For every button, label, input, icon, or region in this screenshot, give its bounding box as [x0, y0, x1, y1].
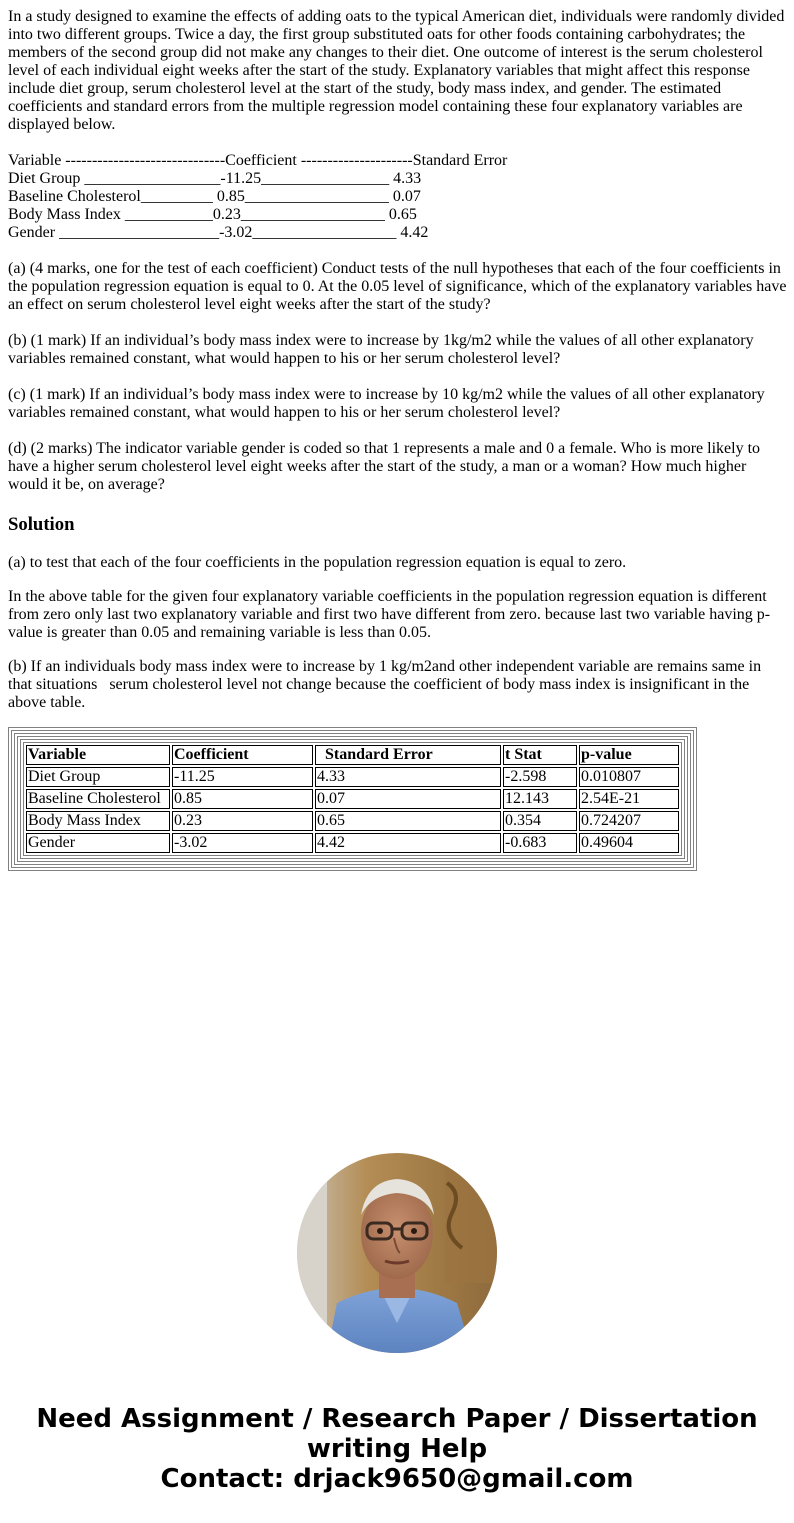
cell-variable: Gender: [26, 833, 170, 853]
text-table-row: Diet Group _________________-11.25________________ 4.33: [8, 170, 422, 187]
author-portrait-image: [297, 1153, 497, 1353]
question-intro: In a study designed to examine the effects of adding oats to the typical American diet, individuals were randomly divided into two different groups. Twice a day, the first group substituted oats for other foods containing carbohydrates; the members of the second group did not make any changes to their diet. One outcome of interest is the serum cholesterol level of each individual eight weeks after the start of the study. Explanatory variables that might affect this response include diet group, serum cholesterol level at the start of the study, body mass index, and gender. The estimated coefficients and standard errors from the multiple regression model containing these four explanatory variables are displayed below.: [8, 8, 785, 133]
table-row: [26, 767, 679, 787]
cell-variable: Baseline Cholesterol: [26, 789, 170, 809]
question-part-c: (c) (1 mark) If an individual’s body mass index were to increase by 10 kg/m2 while the values of all other explanatory variables remained constant, what would happen to his or her serum cholesterol level?: [8, 386, 765, 421]
cell-coefficient: 0.85: [172, 789, 313, 809]
text-table-row: Body Mass Index ___________0.23__________________ 0.65: [8, 206, 417, 223]
header-coefficient: Coefficient: [172, 745, 313, 765]
footer-contact-banner: [0, 1404, 794, 1494]
document-body: [8, 8, 788, 728]
cell-coefficient: -3.02: [172, 833, 313, 853]
header-variable: Variable: [26, 745, 170, 765]
question-part-a: (a) (4 marks, one for the test of each coefficient) Conduct tests of the null hypotheses that each of the four coefficients in the population regression equation is equal to 0. At the 0.05 level of significance, which of the explanatory variables have an effect on serum cholesterol level eight weeks after the start of the study?: [8, 260, 787, 313]
cell-standard-error: 4.33: [315, 767, 501, 787]
table-frame: [14, 733, 691, 865]
cell-t-stat: -0.683: [503, 833, 577, 853]
table-row: [26, 833, 679, 853]
text-table-header: Variable ------------------------------Coefficient ---------------------Standard Error: [8, 152, 508, 169]
cell-variable: Diet Group: [26, 767, 170, 787]
cell-t-stat: -2.598: [503, 767, 577, 787]
footer-contact-email: Contact: drjack9650@gmail.com: [160, 1464, 634, 1494]
cell-t-stat: 12.143: [503, 789, 577, 809]
table-frame-outer: [8, 727, 697, 871]
footer-line: Need Assignment / Research Paper / Dissertation: [36, 1404, 758, 1434]
regression-table: [23, 742, 682, 856]
cell-standard-error: 4.42: [315, 833, 501, 853]
solution-part-b: (b) If an individuals body mass index were to increase by 1 kg/m2and other independent variable are remains same in that situations serum cholesterol level not change because the coefficient of body mass index is insignificant in the above table.: [8, 658, 766, 711]
cell-p-value: 0.010807: [579, 767, 679, 787]
cell-p-value: 0.49604: [579, 833, 679, 853]
table-row: [26, 811, 679, 831]
table-frame: [11, 730, 694, 868]
header-t-stat: t Stat: [503, 745, 577, 765]
text-table-row: Baseline Cholesterol_________ 0.85__________________ 0.07: [8, 188, 421, 205]
text-table-row: Gender ____________________-3.02__________________ 4.42: [8, 224, 429, 241]
header-standard-error: Standard Error: [315, 745, 501, 765]
table-frame: [17, 736, 688, 862]
table-frame: [20, 739, 685, 859]
solution-table-explanation: In the above table for the given four explanatory variable coefficients in the population regression equation is different from zero only last two explanatory variable and first two have different from zero. because last two variable having p-value is greater than 0.05 and remaining variable is less than 0.05.: [8, 588, 771, 641]
regression-table-wrapper: [8, 727, 697, 871]
cell-p-value: 2.54E-21: [579, 789, 679, 809]
question-part-b: (b) (1 mark) If an individual’s body mass index were to increase by 1kg/m2 while the values of all other explanatory variables remained constant, what would happen to his or her serum cholesterol level?: [8, 332, 754, 367]
cell-t-stat: 0.354: [503, 811, 577, 831]
cell-coefficient: -11.25: [172, 767, 313, 787]
solution-part-a: (a) to test that each of the four coefficients in the population regression equation is equal to zero.: [8, 554, 627, 571]
footer-line: writing Help: [306, 1434, 488, 1464]
cell-p-value: 0.724207: [579, 811, 679, 831]
table-row: [26, 789, 679, 809]
solution-heading: Solution: [8, 514, 75, 535]
table-header-row: [26, 745, 679, 765]
cell-variable: Body Mass Index: [26, 811, 170, 831]
cell-standard-error: 0.07: [315, 789, 501, 809]
cell-coefficient: 0.23: [172, 811, 313, 831]
cell-standard-error: 0.65: [315, 811, 501, 831]
question-part-d: (d) (2 marks) The indicator variable gender is coded so that 1 represents a male and 0 a female. Who is more likely to have a higher serum cholesterol level eight weeks after the start of the study, a man or a woman? How much higher would it be, on average?: [8, 440, 761, 493]
coefficient-text-table: [8, 152, 788, 242]
header-p-value: p-value: [579, 745, 679, 765]
author-avatar: [297, 1153, 497, 1353]
